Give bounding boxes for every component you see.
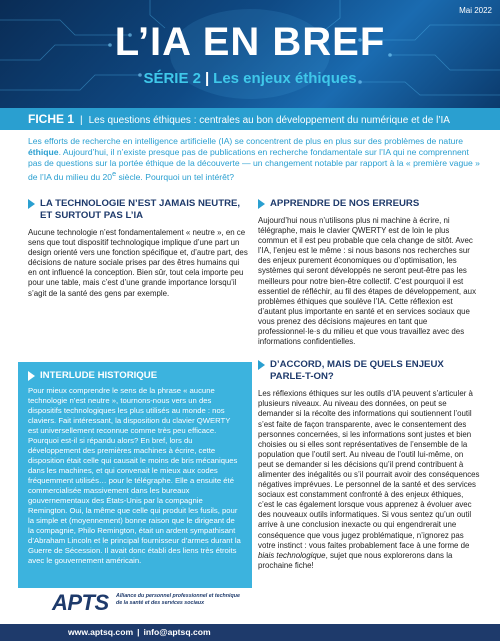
footer-separator: | — [137, 627, 140, 637]
section-body-enjeux — [258, 389, 480, 571]
intro-bold: éthique — [28, 147, 59, 157]
intro-text-1: Les efforts de recherche en intelligence artificielle (IA) se concentrent de plus en plus sur des problèmes de nature — [28, 136, 464, 146]
fiche-separator: | — [80, 115, 83, 126]
series-heading — [0, 70, 500, 87]
section-heading-interlude: INTERLUDE HISTORIQUE — [28, 370, 242, 382]
section-heading-technologie: LA TECHNOLOGIE N’EST JAMAIS NEUTRE, ET SURTOUT PAS L’IA — [28, 198, 248, 222]
fiche-bar — [0, 108, 500, 130]
interlude-box — [18, 362, 252, 588]
left-column — [28, 198, 248, 299]
publication-title: L’IA EN BREF — [114, 20, 386, 64]
intro-text-2: . Aujourd’hui, il n’existe presque pas de publications en recherche fondamentale sur l’IA qui ne comprennent pas de questions sur la portée éthique de la découverte — un changement notable par rapport à la « première vague » de l’IA du milieu du 20 — [28, 147, 480, 182]
right-column — [258, 198, 480, 571]
enjeux-italic: biais technologique — [258, 550, 326, 560]
section-heading-enjeux: D’ACCORD, MAIS DE QUELS ENJEUX PARLE-T-ON? — [258, 359, 480, 383]
enjeux-text-end: , sujet que nous explorerons dans la prochaine fiche! — [258, 550, 453, 570]
enjeux-text: Les réflexions éthiques sur les outils d’IA peuvent s’articuler à plusieurs niveaux. Au niveau des données, on peut se demander si la récolte des informations qui soutiennent l’outil s’est faite de façon transparente, avec le consentement des personnes concernées, si les informations sont justes et bien choisies ou si elles sont représentatives de l’ensemble de la population que l’outil sert. Au niveau de l’outil lui-même, on peut se demander si les décisions qu’il prend contribuent à alimenter des inégalités ou s’il pourrait avoir des conséquences négatives imprévues. Le personnel de la santé et des services sociaux est constamment confronté à des enjeux éthiques, c’est le cas également lorsque vous apprenez à évoluer avec des nouveaux outils informatiques. Si vous sentez qu’un outil arrive à une conclusion inexacte ou qui engendrerait une conséquence que vous jugez problématique, n’ignorez pas votre instinct : vous faites probablement face à une forme de — [258, 389, 480, 550]
header-banner — [0, 0, 500, 108]
section-heading-erreurs: APPRENDRE DE NOS ERREURS — [258, 198, 480, 210]
section-body-technologie: Aucune technologie n’est fondamentalement « neutre », en ce sens que tout dispositif technologique implique d’une part un design orienté vers une fonction spécifique et, d’autre part, des décisions de nature sociale prises par des êtres humains qui en ont influencé la conception. Bien sûr, tout cela importe peu pour une table, mais c’est d’une grande importance lorsqu’il s’agit de la santé des gens par exemple. — [28, 228, 248, 298]
intro-text-3: siècle. Pourquoi un tel intérêt? — [116, 171, 235, 182]
footer-website-link[interactable]: www.aptsq.com — [68, 627, 134, 637]
footer-bar — [0, 624, 500, 641]
issue-date: Mai 2022 — [459, 6, 492, 15]
series-label: SÉRIE 2 — [143, 70, 201, 87]
section-body-interlude: Pour mieux comprendre le sens de la phrase « aucune technologie n’est neutre », tournons-nous vers un des dispositifs technologiques les plus utilisés au monde : nos claviers. Fait intéressant, la disposition du clavier QWERTY est universellement reconnue comme très peu efficace. Pourquoi est-il si répandu alors? En bref, lors du développement des premières machines à écrire, cette disposition était celle qui causait le moins de bris mécaniques dans les machines, et qui convenait le mieux aux codes fréquemment utilisés… pour le télégraphe. Elle a ensuite été commercialisée massivement dans les bureaux gouvernementaux des États-Unis par la compagnie Remington. Oui, la même que celle qui produit les fusils, pour la simple et (moyennement) bonne raison que le dirigeant de la compagnie, Philo Remington, était un ardent sympathisant d’Abraham Lincoln et le principal fournisseur d’armes durant la Guerre de Sécession. Il avait donc établi des liens très étroits avec le gouvernement américain. — [28, 386, 241, 565]
series-separator: | — [204, 70, 210, 87]
logo-mark: APTS — [52, 590, 109, 615]
section-body-erreurs: Aujourd’hui nous n’utilisons plus ni machine à écrire, ni télégraphe, mais le clavier QWERTY est de loin le plus commun et il est peu probable que cela change de sitôt. Avec l’IA, l’enjeu est le même : si nous basons nos recherches sur des enjeux purement économiques ou d’optimisation, les systèmes qui seront développés ne seront peut-être pas les meilleurs pour notre bien-être collectif. C’est pourquoi il est essentiel de réfléchir, au fil des étapes de développement, aux problèmes éthiques que soulève l’IA. Cette réflexion est d’autant plus importante en santé et en services sociaux que vous prenez des décisions majeures en tant que professionnel·le·s du milieu et que vous travaillez avec des informations confidentielles. — [258, 216, 477, 347]
footer-email-link[interactable]: info@aptsq.com — [143, 627, 211, 637]
logo-tagline: Alliance du personnel professionnel et technique de la santé et des services sociaux — [116, 593, 240, 606]
intro-paragraph — [28, 136, 480, 183]
fiche-title: Les questions éthiques : centrales au bon développement du numérique et de l’IA — [88, 115, 450, 126]
fiche-label: FICHE 1 — [28, 112, 75, 126]
series-title: Les enjeux éthiques — [213, 70, 357, 87]
apts-logo — [52, 590, 252, 624]
intro-superscript: e — [112, 170, 117, 178]
